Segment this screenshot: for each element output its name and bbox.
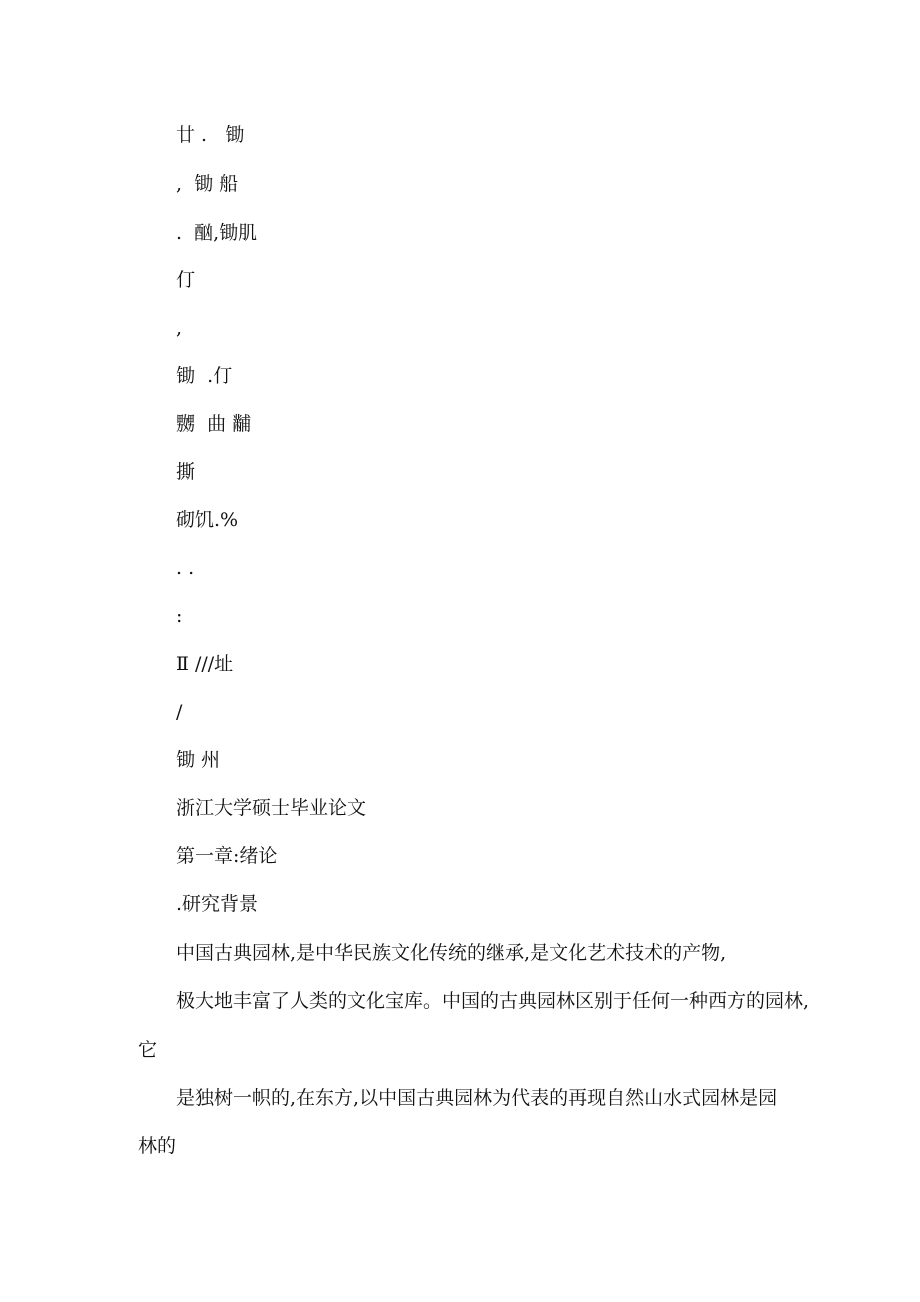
garbled-line-1: 廿 . 锄: [176, 124, 245, 146]
garbled-line-7: 嬲 曲 黼: [176, 413, 252, 435]
body-line-4: 是独树一帜的,在东方,以中国古典园林为代表的再现自然山水式园林是园: [176, 1087, 778, 1109]
body-line-3: 它: [138, 1039, 158, 1061]
section-heading: .研究背景: [176, 893, 259, 915]
garbled-line-14: 锄 州: [176, 749, 221, 771]
body-line-2: 极大地丰富了人类的文化宝库。中国的古典园林区别于任何一种西方的园林,: [176, 990, 810, 1012]
thesis-header: 浙江大学硕士毕业论文: [176, 797, 367, 819]
garbled-line-12: Ⅱ ///址: [176, 653, 234, 675]
garbled-line-10: . .: [176, 557, 195, 579]
body-line-1: 中国古典园林,是中华民族文化传统的继承,是文化艺术技术的产物,: [176, 942, 727, 964]
garbled-line-11: :: [176, 605, 183, 627]
garbled-line-4: 仃: [176, 269, 196, 291]
garbled-line-9: 砌饥.%: [176, 509, 239, 531]
garbled-line-8: 撕: [176, 461, 196, 483]
chapter-title: 第一章:绪论: [176, 845, 278, 867]
garbled-line-6: 锄 .仃: [176, 365, 233, 387]
garbled-line-5: ,: [176, 317, 183, 339]
body-line-5: 林的: [138, 1135, 177, 1157]
garbled-line-13: /: [176, 701, 183, 723]
garbled-line-3: . 酗,锄肌: [176, 222, 258, 244]
garbled-line-2: , 锄 船: [176, 173, 239, 195]
